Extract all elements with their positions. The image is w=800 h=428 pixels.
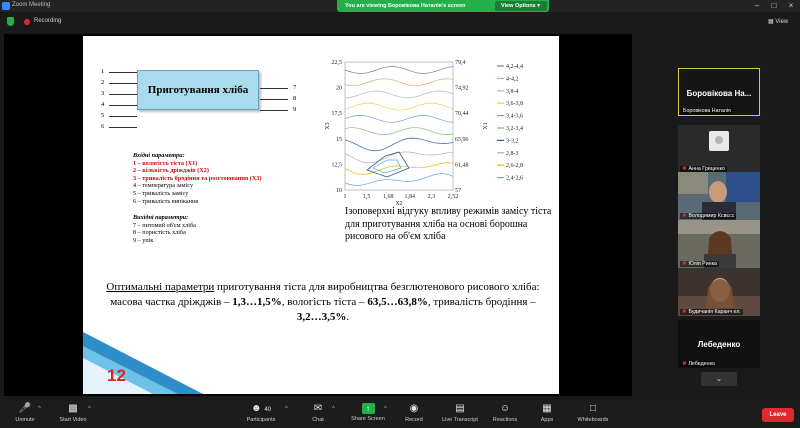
y2-axis-label: X1 bbox=[483, 122, 489, 130]
viewing-banner bbox=[337, 0, 549, 12]
duration-value: 3,2…3,5% bbox=[296, 310, 347, 323]
y2-tick-label: 57 bbox=[455, 188, 461, 194]
moisture-value: 63,5…63,8% bbox=[367, 295, 428, 308]
participant-name-row bbox=[680, 261, 719, 267]
participant-display-name: Боровікова На... bbox=[686, 89, 752, 98]
participants-caret[interactable]: ^ bbox=[285, 406, 288, 412]
status-row bbox=[0, 14, 800, 32]
participant-name-row bbox=[680, 361, 717, 367]
x-tick-label: 1 bbox=[343, 194, 347, 200]
output-number: 7 bbox=[293, 84, 297, 91]
banner-text: You are viewing Боровікова Наталія's screen bbox=[345, 3, 466, 9]
moisture-label: , вологість тіста – bbox=[281, 295, 368, 308]
participant-name: Лебеденко bbox=[688, 361, 715, 367]
input-number: 1 bbox=[101, 68, 105, 75]
legend-label: 3,6-3,8 bbox=[506, 101, 523, 108]
participant-name: Володимир Ксвєсс bbox=[688, 213, 735, 219]
live-transcript-button[interactable] bbox=[435, 403, 485, 423]
close-icon[interactable]: × bbox=[788, 1, 794, 10]
chat-icon: ✉ bbox=[313, 403, 323, 414]
input-arrow bbox=[109, 94, 137, 95]
zoom-logo-icon bbox=[2, 2, 10, 10]
legend-label: 3-3,2 bbox=[506, 138, 519, 145]
unmute-button[interactable] bbox=[0, 403, 50, 423]
view-options-button[interactable] bbox=[495, 1, 547, 11]
shared-screen[interactable] bbox=[4, 34, 632, 396]
apps-button[interactable] bbox=[522, 403, 572, 423]
input-param: 4 – температура замісу bbox=[133, 182, 194, 190]
contour-chart-svg bbox=[315, 56, 555, 207]
whiteboards-label: Whiteboards bbox=[577, 417, 609, 423]
start-video-label: Start Video bbox=[59, 417, 87, 423]
output-arrow bbox=[260, 99, 288, 100]
participant-tile[interactable] bbox=[678, 268, 760, 316]
whiteboards-button[interactable] bbox=[568, 403, 618, 423]
x-tick-label: 1,84 bbox=[404, 194, 416, 200]
share-screen-icon: ↑ bbox=[362, 403, 375, 414]
input-params-title: Вхідні параметри: bbox=[133, 152, 185, 159]
record-button[interactable] bbox=[389, 403, 439, 423]
record-icon: ◉ bbox=[409, 403, 419, 414]
unmute-label: Unmute bbox=[15, 417, 35, 423]
y2-tick-label: 65,96 bbox=[455, 136, 469, 143]
x-tick-label: 1,5 bbox=[362, 194, 371, 200]
yeast-label: масова частка дріжджів – bbox=[110, 295, 233, 308]
participant-tile[interactable] bbox=[678, 68, 760, 116]
y-tick-label: 22,5 bbox=[331, 60, 342, 66]
recording-label: Recording bbox=[34, 18, 62, 24]
input-number: 4 bbox=[101, 101, 105, 108]
optimal-end: . bbox=[346, 310, 350, 323]
output-param: 8 – пористість хліба bbox=[133, 229, 186, 237]
y2-tick-label: 79,4 bbox=[455, 60, 466, 66]
input-param: 6 – тривалість випікання bbox=[133, 197, 199, 205]
participant-tile[interactable] bbox=[678, 172, 760, 220]
shield-icon[interactable] bbox=[7, 17, 14, 26]
input-arrow bbox=[109, 83, 137, 84]
participant-tile[interactable] bbox=[678, 320, 760, 368]
output-number: 8 bbox=[293, 95, 297, 102]
view-options-label: View Options bbox=[501, 3, 536, 9]
record-label: Record bbox=[405, 417, 423, 423]
x-tick-label: 2,52 bbox=[447, 194, 459, 200]
output-arrow bbox=[260, 110, 288, 111]
participant-name: Юлія Ринка bbox=[688, 261, 717, 267]
output-params-title: Вихідні параметри: bbox=[133, 214, 189, 222]
input-number: 2 bbox=[101, 79, 105, 86]
process-title: Приготування хліба bbox=[147, 84, 249, 96]
legend-label: 4-4,2 bbox=[506, 76, 519, 83]
process-box bbox=[137, 70, 259, 110]
participant-name-row bbox=[680, 213, 736, 219]
audio-options-caret[interactable]: ^ bbox=[38, 406, 41, 412]
chart-caption: Ізоповерхні відгуку впливу режимів замісу тіста для приготування хліба на основі борошна рисового на об'єм хліба bbox=[345, 206, 552, 242]
video-options-caret[interactable]: ^ bbox=[88, 406, 91, 412]
contour-chart bbox=[315, 56, 555, 207]
meeting-toolbar bbox=[0, 400, 800, 428]
legend-label: 2,6-2,8 bbox=[506, 163, 523, 170]
gallery-next-button[interactable] bbox=[701, 372, 737, 386]
y-tick-label: 20 bbox=[336, 85, 342, 92]
captions-icon: ▤ bbox=[455, 403, 465, 414]
participant-name: Анна Гриценко bbox=[688, 166, 725, 172]
y-tick-label: 17,5 bbox=[331, 111, 342, 118]
input-arrow bbox=[109, 105, 137, 106]
participants-button[interactable] bbox=[236, 403, 286, 423]
output-param: 7 – питомий об'єм хліба bbox=[133, 221, 196, 229]
share-screen-label: Share Screen bbox=[351, 416, 385, 422]
output-arrow bbox=[260, 88, 288, 89]
input-number: 5 bbox=[101, 112, 105, 119]
participant-name: Боровікова Наталія bbox=[683, 108, 731, 114]
legend-label: 3,2-3,4 bbox=[506, 126, 523, 132]
legend-label: 2,4-2,6 bbox=[506, 175, 523, 182]
legend-label: 2,8-3 bbox=[506, 150, 519, 157]
participant-name: Будичанія Каранч ел. bbox=[688, 309, 741, 315]
participant-tile[interactable] bbox=[678, 125, 760, 173]
live-transcript-label: Live Transcript bbox=[442, 417, 478, 423]
apps-label: Apps bbox=[540, 417, 554, 423]
y2-tick-label: 70,44 bbox=[455, 111, 469, 118]
optimal-parameters bbox=[103, 280, 543, 324]
x-tick-label: 1,68 bbox=[382, 194, 394, 200]
microphone-muted-icon: 🎤 bbox=[18, 403, 32, 414]
plot-area bbox=[345, 62, 453, 190]
input-number: 3 bbox=[101, 90, 105, 97]
duration-label: , тривалість бродіння – bbox=[427, 295, 536, 308]
mic-muted-icon: ✖ bbox=[682, 361, 687, 367]
participant-display-name: Лебеденко bbox=[697, 340, 741, 349]
maximize-icon[interactable]: □ bbox=[771, 1, 777, 10]
view-button[interactable]: ▦ View bbox=[768, 19, 789, 25]
participants-count: 40 bbox=[264, 407, 271, 413]
legend-label: 3,8-4 bbox=[506, 88, 519, 95]
y-axis-label: X3 bbox=[325, 122, 331, 130]
mic-muted-icon: ✖ bbox=[682, 309, 687, 315]
participant-gallery bbox=[674, 68, 764, 392]
legend-label: 4,2-4,4 bbox=[506, 64, 523, 70]
y2-tick-label: 61,48 bbox=[455, 162, 469, 169]
optimal-title-rest: приготування тіста для виробництва безглютенового рисового хліба: bbox=[214, 281, 540, 293]
x-tick-label: 2,3 bbox=[427, 194, 436, 200]
recording-icon bbox=[24, 19, 30, 25]
input-param: 2 – кількість дріжджів (Х2) bbox=[133, 167, 209, 175]
legend-label: 3,4-3,6 bbox=[506, 113, 523, 120]
participant-tile[interactable] bbox=[678, 220, 760, 268]
view-label: View bbox=[775, 19, 789, 25]
output-number: 9 bbox=[293, 106, 297, 113]
whiteboard-icon: □ bbox=[589, 403, 597, 414]
leave-button[interactable]: Leave bbox=[762, 408, 794, 422]
chat-label: Chat bbox=[312, 417, 324, 423]
y-tick-label: 15 bbox=[336, 136, 342, 143]
minimize-icon[interactable]: – bbox=[754, 1, 760, 10]
input-arrow bbox=[109, 116, 137, 117]
chat-button[interactable] bbox=[293, 403, 343, 423]
participant-name-row bbox=[680, 309, 743, 315]
title-bar bbox=[0, 0, 800, 12]
input-arrow bbox=[109, 72, 137, 73]
y-tick-label: 12,5 bbox=[331, 162, 342, 169]
input-arrow bbox=[109, 127, 137, 128]
avatar-icon bbox=[709, 131, 729, 151]
slide-decoration bbox=[83, 324, 203, 394]
x-axis-label: X2 bbox=[395, 201, 403, 207]
video-off-icon: ▩ bbox=[68, 403, 78, 414]
chevron-down-icon: ⌄ bbox=[715, 374, 723, 383]
output-param: 9 – упік bbox=[133, 236, 154, 244]
yeast-value: 1,3…1,5% bbox=[232, 295, 282, 308]
apps-icon: ▦ bbox=[542, 403, 552, 414]
reactions-label: Reactions bbox=[492, 417, 518, 423]
smiley-icon: ☺ bbox=[499, 403, 511, 414]
chevron-down-icon: ▾ bbox=[537, 3, 541, 9]
input-param: 1 – вологість тіста (Х1) bbox=[133, 159, 198, 167]
y2-tick-label: 74,92 bbox=[455, 85, 469, 92]
input-param: 5 – тривалість замісу bbox=[133, 189, 189, 197]
participants-label: Participants bbox=[246, 417, 276, 423]
slide-number: 12 bbox=[107, 366, 126, 385]
y-tick-label: 10 bbox=[336, 188, 342, 194]
window-title: Zoom Meeting bbox=[12, 2, 51, 8]
input-number: 6 bbox=[101, 123, 105, 130]
presentation-slide bbox=[83, 36, 559, 394]
mic-muted-icon: ✖ bbox=[682, 261, 687, 267]
input-param: 3 – тривалість бродіння та розстоювання (Х3) bbox=[133, 174, 262, 182]
mic-muted-icon: ✖ bbox=[682, 213, 687, 219]
share-caret[interactable]: ^ bbox=[384, 406, 387, 412]
participants-icon: ☻ 40 bbox=[251, 403, 271, 414]
optimal-title-underlined: Оптимальні параметри bbox=[106, 281, 215, 293]
chat-caret[interactable]: ^ bbox=[332, 406, 335, 412]
mic-muted-icon: ✖ bbox=[682, 166, 687, 172]
